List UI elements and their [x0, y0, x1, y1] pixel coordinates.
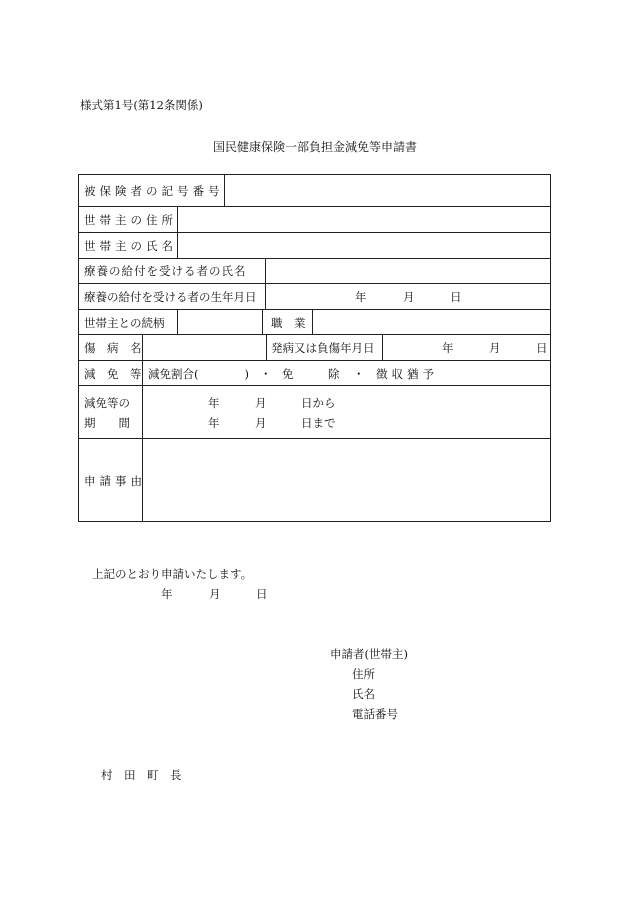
onset-day-label: 日 [536, 341, 548, 355]
application-date-year: 年 [161, 587, 173, 601]
period-label-line2: 期 間 [84, 416, 130, 430]
applicant-phone-label: 電話番号 [352, 707, 398, 721]
row-divider [78, 258, 551, 259]
application-statement: 上記のとおり申請いたします。 [92, 567, 253, 581]
householder-name-label: 世帯主の氏名 [84, 239, 177, 253]
option-separator: ・ [260, 367, 272, 381]
onset-year-label: 年 [442, 341, 454, 355]
onset-month-label: 月 [489, 341, 501, 355]
form-number: 様式第1号(第12条関係) [80, 98, 203, 112]
row-divider [78, 438, 551, 439]
row-divider [78, 283, 551, 284]
birth-month-label: 月 [403, 290, 415, 304]
row-divider [78, 385, 551, 386]
applicant-name-label: 氏名 [352, 687, 375, 701]
col-divider [224, 174, 225, 206]
col-divider [382, 334, 383, 360]
applicant-address-label: 住所 [352, 667, 375, 681]
application-date-month: 月 [209, 587, 221, 601]
col-divider [262, 309, 263, 334]
col-divider [265, 258, 266, 309]
addressee-mayor: 村 田 町 長 [101, 768, 182, 782]
recipient-birthdate-label: 療養の給付を受ける者の生年月日 [84, 290, 257, 304]
col-divider [142, 334, 143, 522]
applicant-label: 申請者(世帯主) [330, 647, 408, 661]
period-from-year: 年 [208, 396, 220, 410]
application-date-day: 日 [256, 587, 268, 601]
relationship-label: 世帯主との続柄 [84, 316, 165, 330]
deferral-option: 徴収猶予 [376, 367, 438, 381]
col-divider [312, 309, 313, 334]
col-divider [177, 309, 178, 334]
document-title: 国民健康保険一部負担金減免等申請書 [212, 140, 417, 154]
reduction-label: 減 免 等 [84, 367, 142, 381]
row-divider [78, 360, 551, 361]
row-divider [78, 309, 551, 310]
occupation-label: 職 業 [271, 316, 306, 330]
row-divider [78, 206, 551, 207]
row-divider [78, 334, 551, 335]
period-to-year: 年 [208, 416, 220, 430]
col-divider [266, 334, 267, 360]
period-from-month: 月 [255, 396, 267, 410]
exemption-option: 免 除 [282, 367, 340, 381]
birth-year-label: 年 [355, 290, 367, 304]
period-label-line1: 減免等の [84, 396, 130, 410]
householder-address-label: 世帯主の住所 [84, 213, 177, 227]
period-from-day: 日から [301, 396, 336, 410]
birth-day-label: 日 [450, 290, 462, 304]
col-divider [177, 206, 178, 258]
recipient-name-label: 療養の給付を受ける者の氏名 [84, 264, 247, 278]
disease-label: 傷 病 名 [84, 341, 142, 355]
reduction-rate-option: 減免割合( ) [148, 367, 249, 381]
reason-label: 申請事由 [84, 474, 146, 488]
insured-number-label: 被保険者の記号番号 [84, 184, 224, 198]
onset-date-label: 発病又は負傷年月日 [271, 341, 375, 355]
period-to-day: 日まで [301, 416, 336, 430]
option-separator: ・ [353, 367, 365, 381]
row-divider [78, 232, 551, 233]
period-to-month: 月 [255, 416, 267, 430]
